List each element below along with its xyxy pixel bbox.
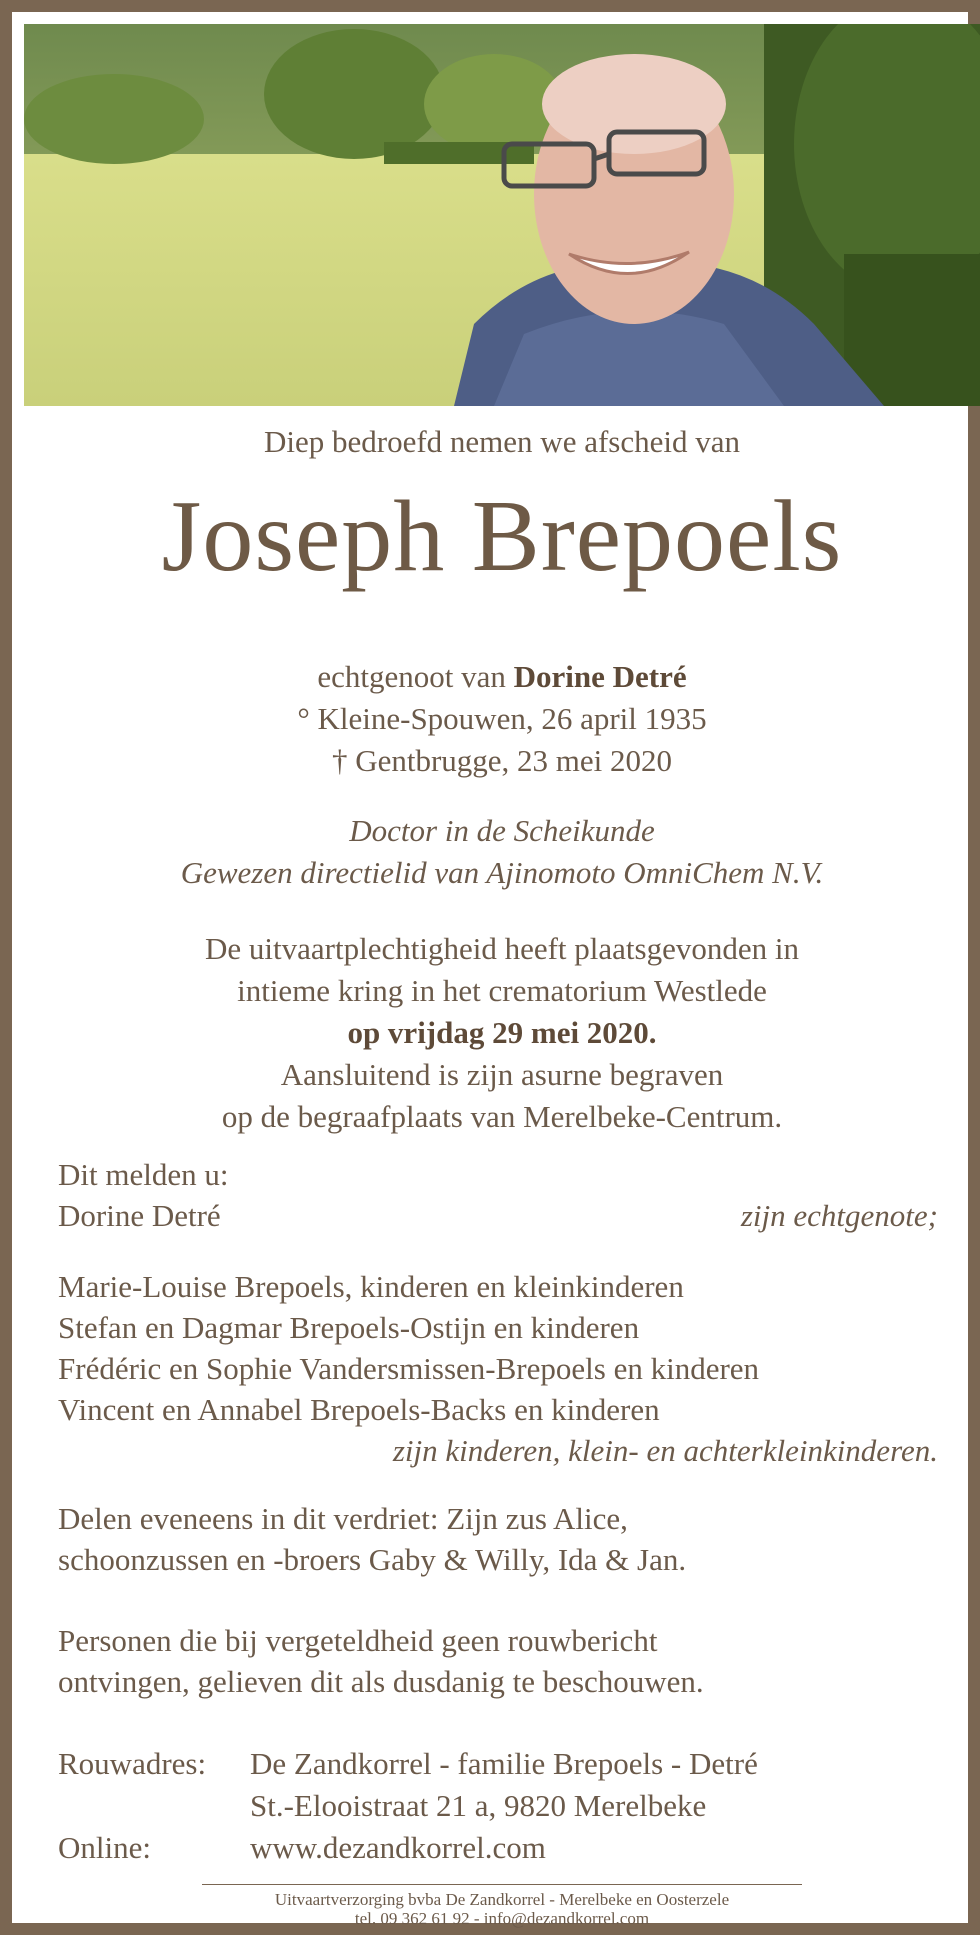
children-block [58, 1266, 938, 1471]
footer [24, 1890, 980, 1928]
child-line-1: Marie-Louise Brepoels, kinderen en kleinkinderen [58, 1269, 684, 1304]
spouse-prefix: echtgenoot van [317, 659, 506, 694]
spouse-block [24, 656, 980, 782]
child-line-4: Vincent en Annabel Brepoels-Backs en kinderen [58, 1392, 660, 1427]
address-line-1: De Zandkorrel - familie Brepoels - Detré [250, 1746, 758, 1781]
announcers-block [58, 1154, 938, 1236]
share-line-2: schoonzussen en -broers Gaby & Willy, Ida & Jan. [58, 1542, 687, 1577]
ceremony-line-2: intieme kring in het crematorium Westlede [237, 973, 767, 1008]
intro-text: Diep bedroefd nemen we afscheid van [264, 424, 740, 459]
children-role: zijn kinderen, klein- en achterkleinkinderen. [392, 1433, 938, 1468]
spouse-name: Dorine Detré [513, 659, 687, 694]
online-label: Online: [58, 1830, 151, 1865]
child-line-3: Frédéric en Sophie Vandersmissen-Brepoels en kinderen [58, 1351, 760, 1386]
notice-line-2: ontvingen, gelieven dit als dusdanig te beschouwen. [58, 1664, 704, 1699]
child-line-2: Stefan en Dagmar Brepoels-Ostijn en kinderen [58, 1310, 640, 1345]
notice-block [58, 1620, 938, 1702]
wife-name: Dorine Detré [58, 1198, 221, 1233]
birth-line: ° Kleine-Spouwen, 26 april 1935 [297, 701, 707, 736]
wife-row [58, 1195, 938, 1236]
footer-line-2: tel. 09 362 61 92 - info@dezandkorrel.com [354, 1909, 650, 1928]
share-block [58, 1498, 938, 1580]
announce-label: Dit melden u: [58, 1157, 229, 1192]
ceremony-line-1: De uitvaartplechtigheid heeft plaatsgevonden in [205, 931, 799, 966]
online-link[interactable]: www.dezandkorrel.com [250, 1830, 546, 1865]
footer-line-1: Uitvaartverzorging bvba De Zandkorrel - Merelbeke en Oosterzele [274, 1890, 730, 1909]
spouse-line [24, 656, 980, 698]
deceased-name: Joseph Brepoels [161, 480, 843, 593]
ceremony-line-4: op de begraafplaats van Merelbeke-Centrum. [221, 1099, 783, 1134]
address-label: Rouwadres: [58, 1746, 207, 1781]
ceremony-block [24, 928, 980, 1138]
portrait-photo [24, 24, 980, 406]
address-block [58, 1743, 938, 1869]
wife-role: zijn echtgenote; [740, 1198, 938, 1233]
portrait-illustration [24, 24, 980, 406]
footer-divider [202, 1884, 802, 1885]
title-1: Doctor in de Scheikunde [349, 813, 655, 848]
share-line-1: Delen eveneens in dit verdriet: Zijn zus Alice, [58, 1501, 628, 1536]
death-line: † Gentbrugge, 23 mei 2020 [331, 743, 673, 778]
address-line-2: St.-Elooistraat 21 a, 9820 Merelbeke [250, 1788, 707, 1823]
ceremony-date: op vrijdag 29 mei 2020. [347, 1015, 657, 1050]
titles-block [24, 810, 980, 894]
ceremony-line-3: Aansluitend is zijn asurne begraven [280, 1057, 724, 1092]
title-2: Gewezen directielid van Ajinomoto OmniChem N.V. [180, 855, 824, 890]
notice-line-1: Personen die bij vergeteldheid geen rouwbericht [58, 1623, 658, 1658]
